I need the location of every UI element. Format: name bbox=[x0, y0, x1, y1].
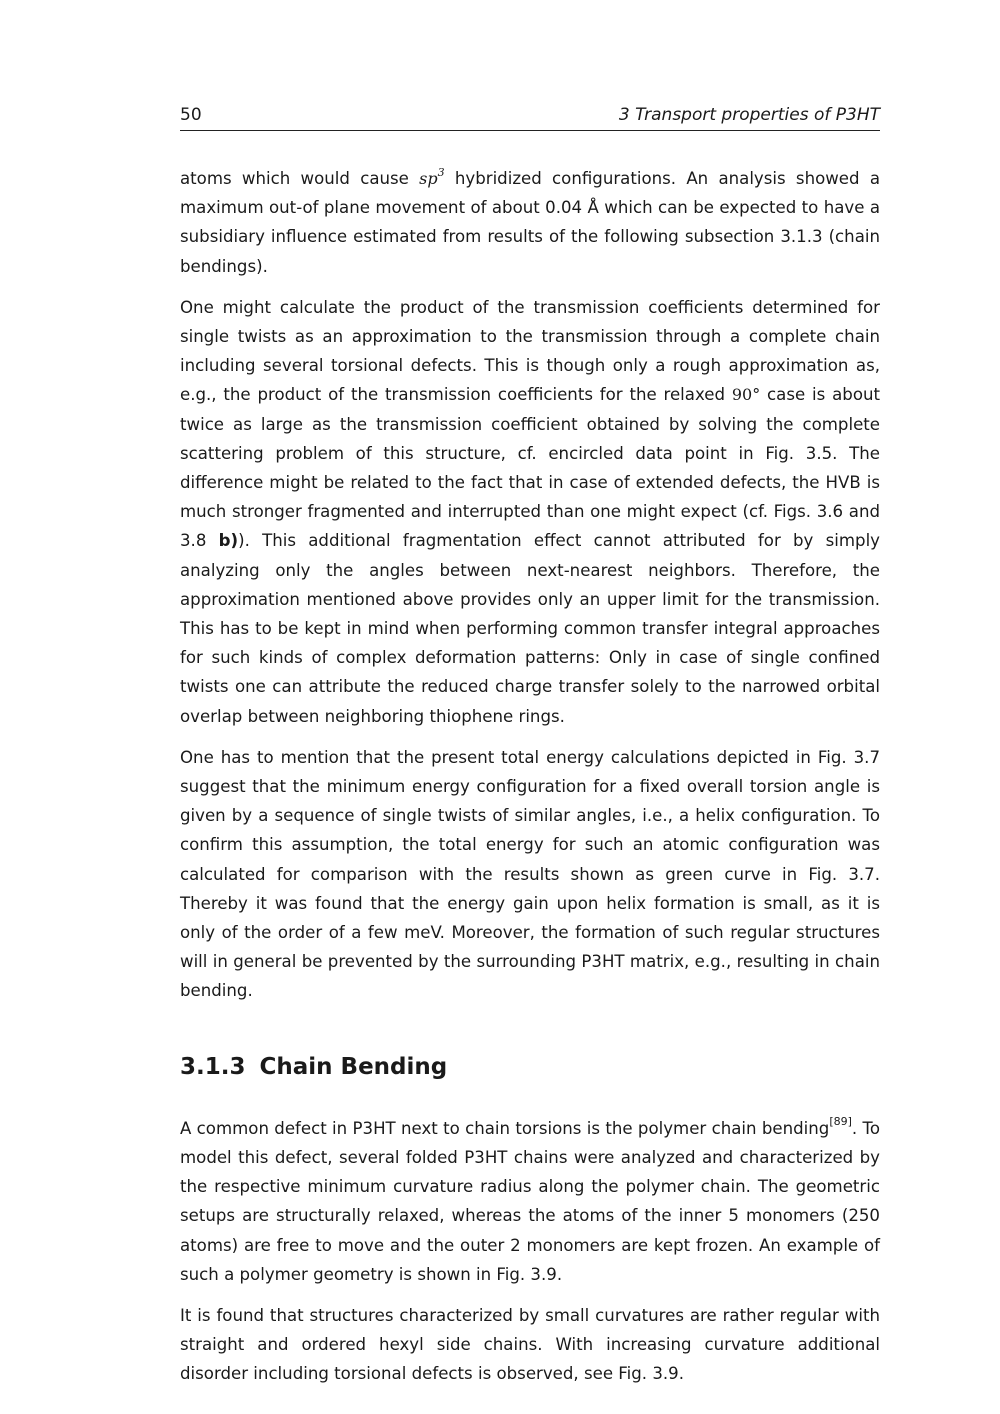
section-number: 3.1.3 bbox=[180, 1053, 246, 1080]
citation[interactable]: [89] bbox=[829, 1115, 852, 1129]
body-text bbox=[180, 164, 880, 1389]
paragraph-1: atoms which would cause $sp^3$ hybridized configurations. An analysis showed a maximum out-of plane movement of about 0.04 Å which can be expected to have a subsidiary influence estimated from results of the following subsection 3.1.3 (chain bendings). bbox=[180, 165, 881, 276]
chapter-title: 3 Transport properties of P3HT bbox=[618, 105, 880, 125]
bold-reference: b) bbox=[218, 531, 239, 551]
paragraph-4: A common defect in P3HT next to chain torsions is the polymer chain bending[89]. To model this defect, several folded P3HT chains were analyzed and characterized by the respective minimum curvature radius along the polymer chain. The geometric setups are structurally relaxed, whereas the atoms of the inner 5 monomers (250 atoms) are free to move and the outer 2 monomers are kept frozen. An example of such a polymer geometry is shown in Fig. 3.9. bbox=[180, 1115, 880, 1284]
paragraph-5: It is found that structures characterized by small curvatures are rather regular with straight and ordered hexyl side chains. With increasing curvature additional disorder including torsional defects is observed, see Fig. 3.9. bbox=[180, 1305, 880, 1384]
paragraph-3: One has to mention that the present total energy calculations depicted in Fig. 3.7 suggest that the minimum energy configuration for a fixed overall torsion angle is given by a sequence of single twists of similar angles, i.e., a helix configuration. To confirm this assumption, the total energy for such an atomic configuration was calculated for comparison with the results shown as green curve in Fig. 3.7. Thereby it was found that the energy gain upon helix formation is small, as it is only of the order of a few meV. Moreover, the formation of such regular structures will in general be prevented by the surrounding P3HT matrix, e.g., resulting in chain bending. bbox=[180, 747, 880, 1001]
paragraph-2: One might calculate the product of the transmission coefficients determined for single twists as an approximation to the transmission through a complete chain including several torsional defects. This is though only a rough approximation as, e.g., the product of the transmission coefficients for the relaxed 90° case is about twice as large as the transmission coefficient obtained by solving the complete scattering problem of this structure, cf. encircled data point in Fig. 3.5. The difference might be related to the fact that in case of extended defects, the HVB is much stronger fragmented and interrupted than one might expect (cf. Figs. 3.6 and 3.8 b)). This additional fragmentation effect cannot attributed for by simply analyzing only the angles between next-nearest neighbors. Therefore, the approximation mentioned above provides only an upper limit for the transmission. This has to be kept in mind when performing common transfer integral approaches for such kinds of complex deformation patterns: Only in case of single confined twists one can attribute the reduced charge transfer solely to the narrowed orbital overlap between neighboring thiophene rings. bbox=[180, 297, 880, 726]
section-title: Chain Bending bbox=[259, 1053, 448, 1080]
page bbox=[180, 100, 880, 1401]
running-header bbox=[180, 100, 880, 131]
math-90-degrees: 90° bbox=[731, 385, 761, 405]
math-sp3: $sp^3$ bbox=[419, 165, 445, 188]
section-heading bbox=[180, 1052, 880, 1082]
page-number: 50 bbox=[180, 105, 202, 125]
